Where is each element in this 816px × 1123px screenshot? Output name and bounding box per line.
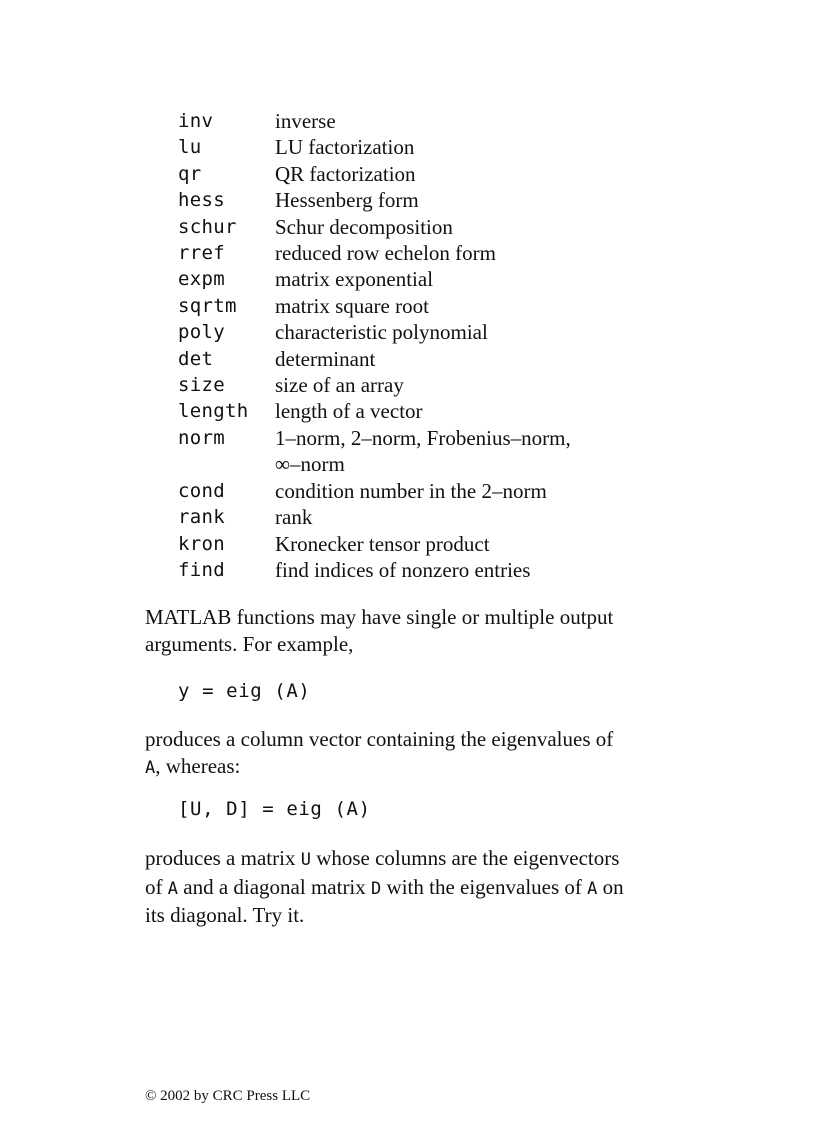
function-name: hess [178, 189, 225, 212]
table-row [178, 398, 635, 424]
function-name: schur [178, 215, 237, 238]
paragraph-text: of [145, 874, 168, 899]
function-description: condition number in the 2–norm [275, 478, 547, 503]
table-row [178, 108, 635, 134]
function-description: determinant [275, 346, 376, 371]
paragraph-text: with the eigenvalues of [381, 874, 588, 899]
function-name: det [178, 347, 214, 370]
table-row [178, 187, 635, 213]
function-description: LU factorization [275, 135, 415, 160]
function-description: ∞–norm [275, 452, 345, 477]
variable-d: D [371, 878, 382, 899]
table-row [178, 372, 635, 398]
eigenvalues-paragraph [145, 726, 685, 781]
table-row [178, 451, 635, 477]
paragraph-text: produces a matrix [145, 846, 301, 870]
variable-a: A [145, 757, 156, 778]
function-description: size of an array [275, 373, 404, 398]
paragraph-text: whose columns are the eigenvectors [310, 846, 620, 870]
function-description: inverse [275, 109, 336, 133]
variable-u: U [300, 850, 311, 870]
function-description: length of a vector [275, 399, 423, 424]
table-row [178, 478, 635, 504]
paragraph-text: and a diagonal matrix [178, 874, 372, 899]
copyright-footer: © 2002 by CRC Press LLC [145, 1088, 311, 1104]
function-name: inv [178, 110, 214, 132]
code-example-single-output: y = eig (A) [178, 680, 311, 702]
function-table [178, 108, 635, 583]
code-example-multiple-output: [U, D] = eig (A) [178, 798, 371, 820]
function-description: reduced row echelon form [275, 241, 496, 266]
table-row [178, 134, 635, 160]
function-description: characteristic polynomial [275, 320, 488, 345]
function-description: find indices of nonzero entries [275, 557, 531, 582]
variable-a: A [587, 878, 598, 899]
paragraph-text: , whereas: [155, 753, 241, 778]
table-row [178, 557, 635, 583]
table-row [178, 425, 635, 451]
function-name: norm [178, 426, 225, 449]
table-row [178, 266, 635, 292]
function-name: cond [178, 479, 225, 502]
table-row [178, 161, 635, 187]
function-name: find [178, 558, 225, 581]
function-name: length [178, 400, 249, 423]
function-description: Schur decomposition [275, 214, 453, 239]
table-row [178, 214, 635, 240]
output-arguments-paragraph [145, 604, 685, 657]
function-description: matrix exponential [275, 267, 434, 292]
function-description: 1–norm, 2–norm, Frobenius–norm, [275, 425, 571, 450]
paragraph-text: on [597, 874, 624, 899]
table-row [178, 319, 635, 345]
table-row [178, 346, 635, 372]
function-name: qr [178, 162, 202, 185]
function-name: rref [178, 242, 225, 265]
variable-a: A [167, 878, 178, 899]
table-row [178, 531, 635, 557]
function-description: rank [275, 505, 313, 530]
function-name: rank [178, 506, 225, 529]
function-name [178, 451, 275, 477]
paragraph-line: produces a column vector containing the eigenvalues of [145, 727, 614, 751]
table-row [178, 240, 635, 266]
paragraph-line: arguments. For example, [145, 631, 354, 656]
function-name: kron [178, 532, 225, 555]
function-description: QR factorization [275, 161, 416, 186]
function-name: expm [178, 268, 225, 291]
function-name: size [178, 374, 225, 397]
eigenvectors-paragraph [145, 845, 685, 929]
function-description: Hessenberg form [275, 188, 419, 213]
function-name: poly [178, 321, 225, 344]
paragraph-text: its diagonal. Try it. [145, 903, 305, 927]
function-description: Kronecker tensor product [275, 531, 490, 556]
function-name: lu [178, 136, 202, 159]
function-description: matrix square root [275, 293, 429, 318]
table-row [178, 293, 635, 319]
table-row [178, 504, 635, 530]
paragraph-line: MATLAB functions may have single or multiple output [145, 605, 614, 629]
function-name: sqrtm [178, 294, 237, 317]
